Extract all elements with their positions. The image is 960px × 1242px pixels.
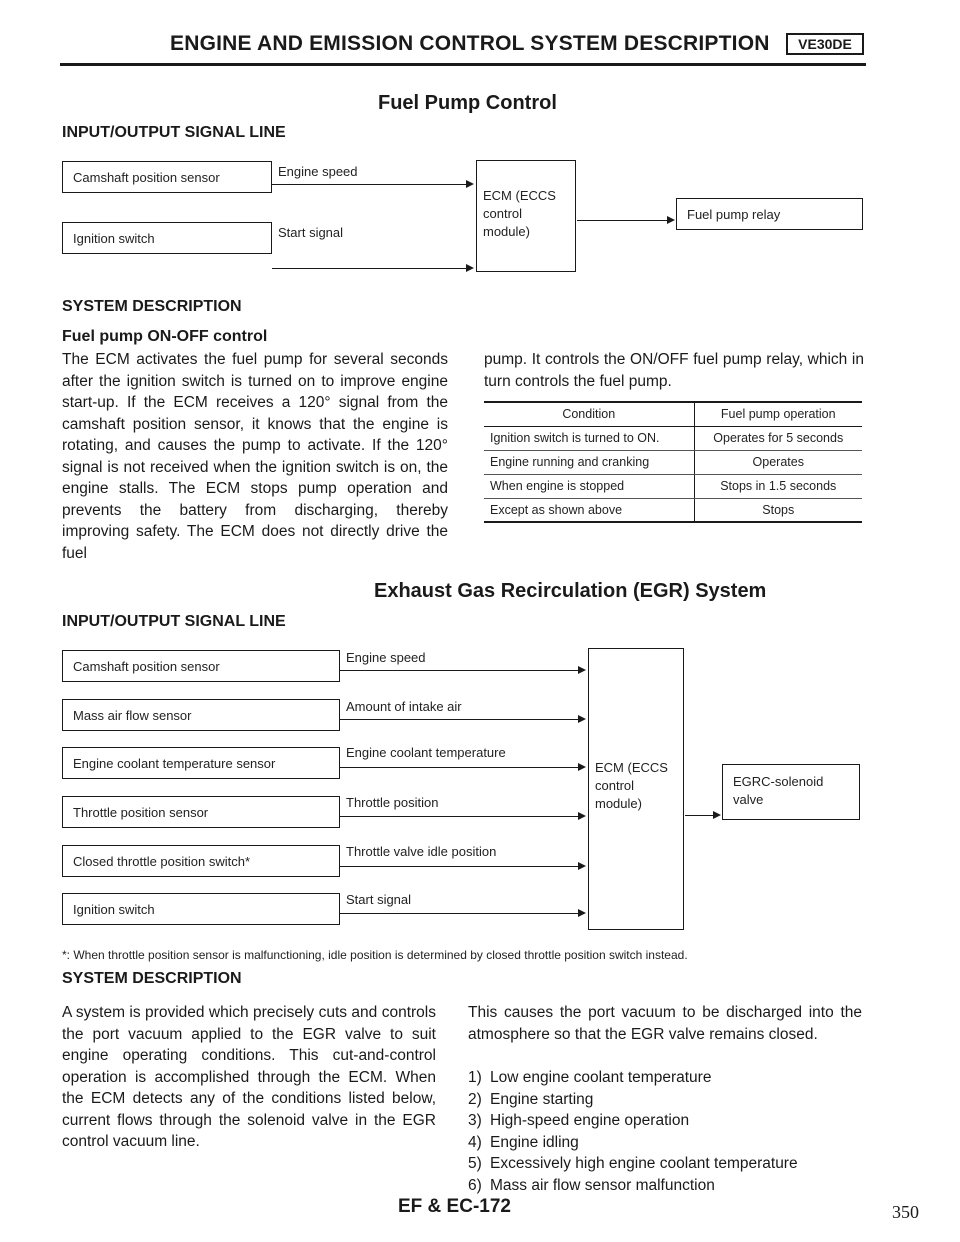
arrow-right-icon [667, 216, 675, 224]
egr-ecm-box [588, 648, 684, 930]
egr-description-paragraph: A system is provided which precisely cuts and controls the port vacuum applied to the EGR valve to suit engine operating conditions. This cut-and-control operation is accomplished through the ECM. When the ECM detects any of the conditions listed below, current flows through the solenoid valve in the EGR control vacuum line. [62, 1004, 436, 1150]
list-item [468, 1153, 864, 1175]
ecm-label-line: module) [595, 796, 642, 811]
egr-signal-line [340, 670, 580, 671]
egr-signal-label: Start signal [346, 892, 412, 907]
fuel-pump-section-title: Fuel Pump Control [378, 92, 557, 114]
table-cell: Engine running and cranking [484, 450, 694, 474]
egr-section-title: Exhaust Gas Recirculation (EGR) System [374, 580, 767, 602]
engine-model-badge: VE30DE [786, 33, 864, 55]
table-cell: Stops [694, 498, 862, 522]
egr-input-box [62, 747, 340, 779]
fp-signal-line [272, 184, 468, 185]
table-cell: Operates for 5 seconds [694, 426, 862, 450]
arrow-right-icon [578, 715, 586, 723]
table-row [484, 450, 862, 474]
egr-output-box [722, 764, 860, 820]
fp-output-line [577, 220, 669, 221]
list-item-text: Excessively high engine coolant temperature [490, 1155, 798, 1172]
egr-signal-label: Engine coolant temperature [346, 745, 506, 760]
egr-description-paragraph-continued: This causes the port vacuum to be discharged into the atmosphere so that the EGR valve remains closed. [468, 1004, 862, 1043]
fp-signal-label: Engine speed [278, 164, 358, 179]
fp-input-label: Camshaft position sensor [73, 169, 220, 185]
page-header-title: ENGINE AND EMISSION CONTROL SYSTEM DESCRIPTION [170, 32, 770, 55]
egr-footnote: *: When throttle position sensor is malfunctioning, idle position is determined by closed throttle position switch instead. [62, 948, 688, 962]
list-item [468, 1175, 864, 1197]
fp-system-description-heading: SYSTEM DESCRIPTION [62, 298, 242, 315]
ecm-label-line: ECM (ECCS [595, 760, 668, 775]
fp-description-paragraph-continued: pump. It controls the ON/OFF fuel pump relay, which in turn controls the fuel pump. [484, 351, 864, 390]
fp-signal-line [272, 268, 468, 269]
egr-output-label: EGRC-solenoid [733, 774, 824, 789]
egr-input-label: Closed throttle position switch* [73, 853, 251, 869]
fp-onoff-heading: Fuel pump ON-OFF control [62, 328, 268, 345]
arrow-right-icon [578, 666, 586, 674]
list-item-text: Engine idling [490, 1133, 579, 1151]
arrow-right-icon [578, 812, 586, 820]
fp-description-paragraph: The ECM activates the fuel pump for several seconds after the ignition switch is turned on to improve engine start-up. If the ECM receives a 120° signal from the camshaft position sensor, it knows that the engine is rotating, and causes the pump to activate. If the 120° signal is not received when the ignition switch is on, the engine stalls. The ECM stops pump operation and prevents the battery from discharging, thereby improving safety. The ECM does not directly drive the fuel [62, 351, 448, 562]
egr-signal-label: Throttle position [346, 795, 439, 810]
egr-signal-line [340, 913, 580, 914]
table-row [484, 426, 862, 450]
list-item-number: 3) [468, 1112, 482, 1129]
arrow-right-icon [466, 180, 474, 188]
egr-signal-label: Amount of intake air [346, 699, 462, 714]
table-cell: When engine is stopped [484, 474, 694, 498]
fuel-pump-condition-table [484, 401, 862, 523]
table-cell: Except as shown above [484, 498, 694, 522]
arrow-right-icon [713, 811, 721, 819]
egr-condition-list [468, 1067, 864, 1196]
egr-signal-label: Engine speed [346, 650, 426, 665]
fp-input-box [62, 222, 272, 254]
fp-output-label: Fuel pump relay [687, 206, 781, 222]
table-cell: Ignition switch is turned to ON. [484, 426, 694, 450]
egr-input-label: Throttle position sensor [73, 804, 209, 820]
egr-input-box [62, 845, 340, 877]
page-number: 350 [892, 1202, 919, 1222]
list-item-text: Engine starting [490, 1090, 594, 1108]
arrow-right-icon [466, 264, 474, 272]
egr-input-label: Camshaft position sensor [73, 658, 220, 674]
list-item-text: Mass air flow sensor malfunction [490, 1176, 715, 1194]
list-item-text: High-speed engine operation [490, 1112, 690, 1129]
table-cell: Operates [694, 450, 862, 474]
list-item-number: 6) [468, 1176, 482, 1194]
table-header-row [484, 402, 862, 426]
header-rule [60, 63, 866, 66]
fp-input-box [62, 161, 272, 193]
egr-input-label: Engine coolant temperature sensor [73, 755, 276, 771]
arrow-right-icon [578, 763, 586, 771]
ecm-label-line: ECM (ECCS [483, 188, 556, 203]
ecm-label-line: module) [483, 224, 530, 239]
table-cell: Stops in 1.5 seconds [694, 474, 862, 498]
fp-ecm-box [476, 160, 576, 272]
egr-input-box [62, 699, 340, 731]
list-item-number: 2) [468, 1090, 482, 1108]
fp-input-label: Ignition switch [73, 230, 155, 246]
egr-signal-line [340, 866, 580, 867]
list-item [468, 1067, 864, 1089]
table-header-cell: Condition [484, 402, 694, 426]
list-item-number: 4) [468, 1133, 482, 1151]
table-row [484, 474, 862, 498]
list-item-text: Low engine coolant temperature [490, 1069, 712, 1086]
ecm-label-line: control [483, 206, 523, 221]
list-item [468, 1110, 864, 1132]
table-row [484, 498, 862, 522]
list-item-number: 5) [468, 1155, 482, 1172]
egr-input-box [62, 650, 340, 682]
fp-signal-label: Start signal [278, 225, 344, 240]
egr-system-description-heading: SYSTEM DESCRIPTION [62, 970, 242, 987]
egr-io-heading: INPUT/OUTPUT SIGNAL LINE [62, 613, 286, 630]
ecm-label-line: control [595, 778, 635, 793]
egr-signal-line [340, 816, 580, 817]
egr-input-label: Ignition switch [73, 901, 155, 917]
arrow-right-icon [578, 909, 586, 917]
list-item [468, 1089, 864, 1111]
egr-input-box [62, 796, 340, 828]
list-item [468, 1132, 864, 1154]
arrow-right-icon [578, 862, 586, 870]
page-footer-code: EF & EC-172 [398, 1196, 511, 1217]
egr-signal-line [340, 719, 580, 720]
fp-output-box [676, 198, 863, 230]
egr-signal-line [340, 767, 580, 768]
table-header-cell: Fuel pump operation [694, 402, 862, 426]
fuel-pump-io-heading: INPUT/OUTPUT SIGNAL LINE [62, 124, 286, 141]
egr-output-line [685, 815, 715, 816]
egr-signal-label: Throttle valve idle position [346, 844, 497, 859]
egr-input-box [62, 893, 340, 925]
egr-input-label: Mass air flow sensor [73, 707, 192, 723]
list-item-number: 1) [468, 1069, 482, 1086]
egr-output-label: valve [733, 792, 764, 807]
